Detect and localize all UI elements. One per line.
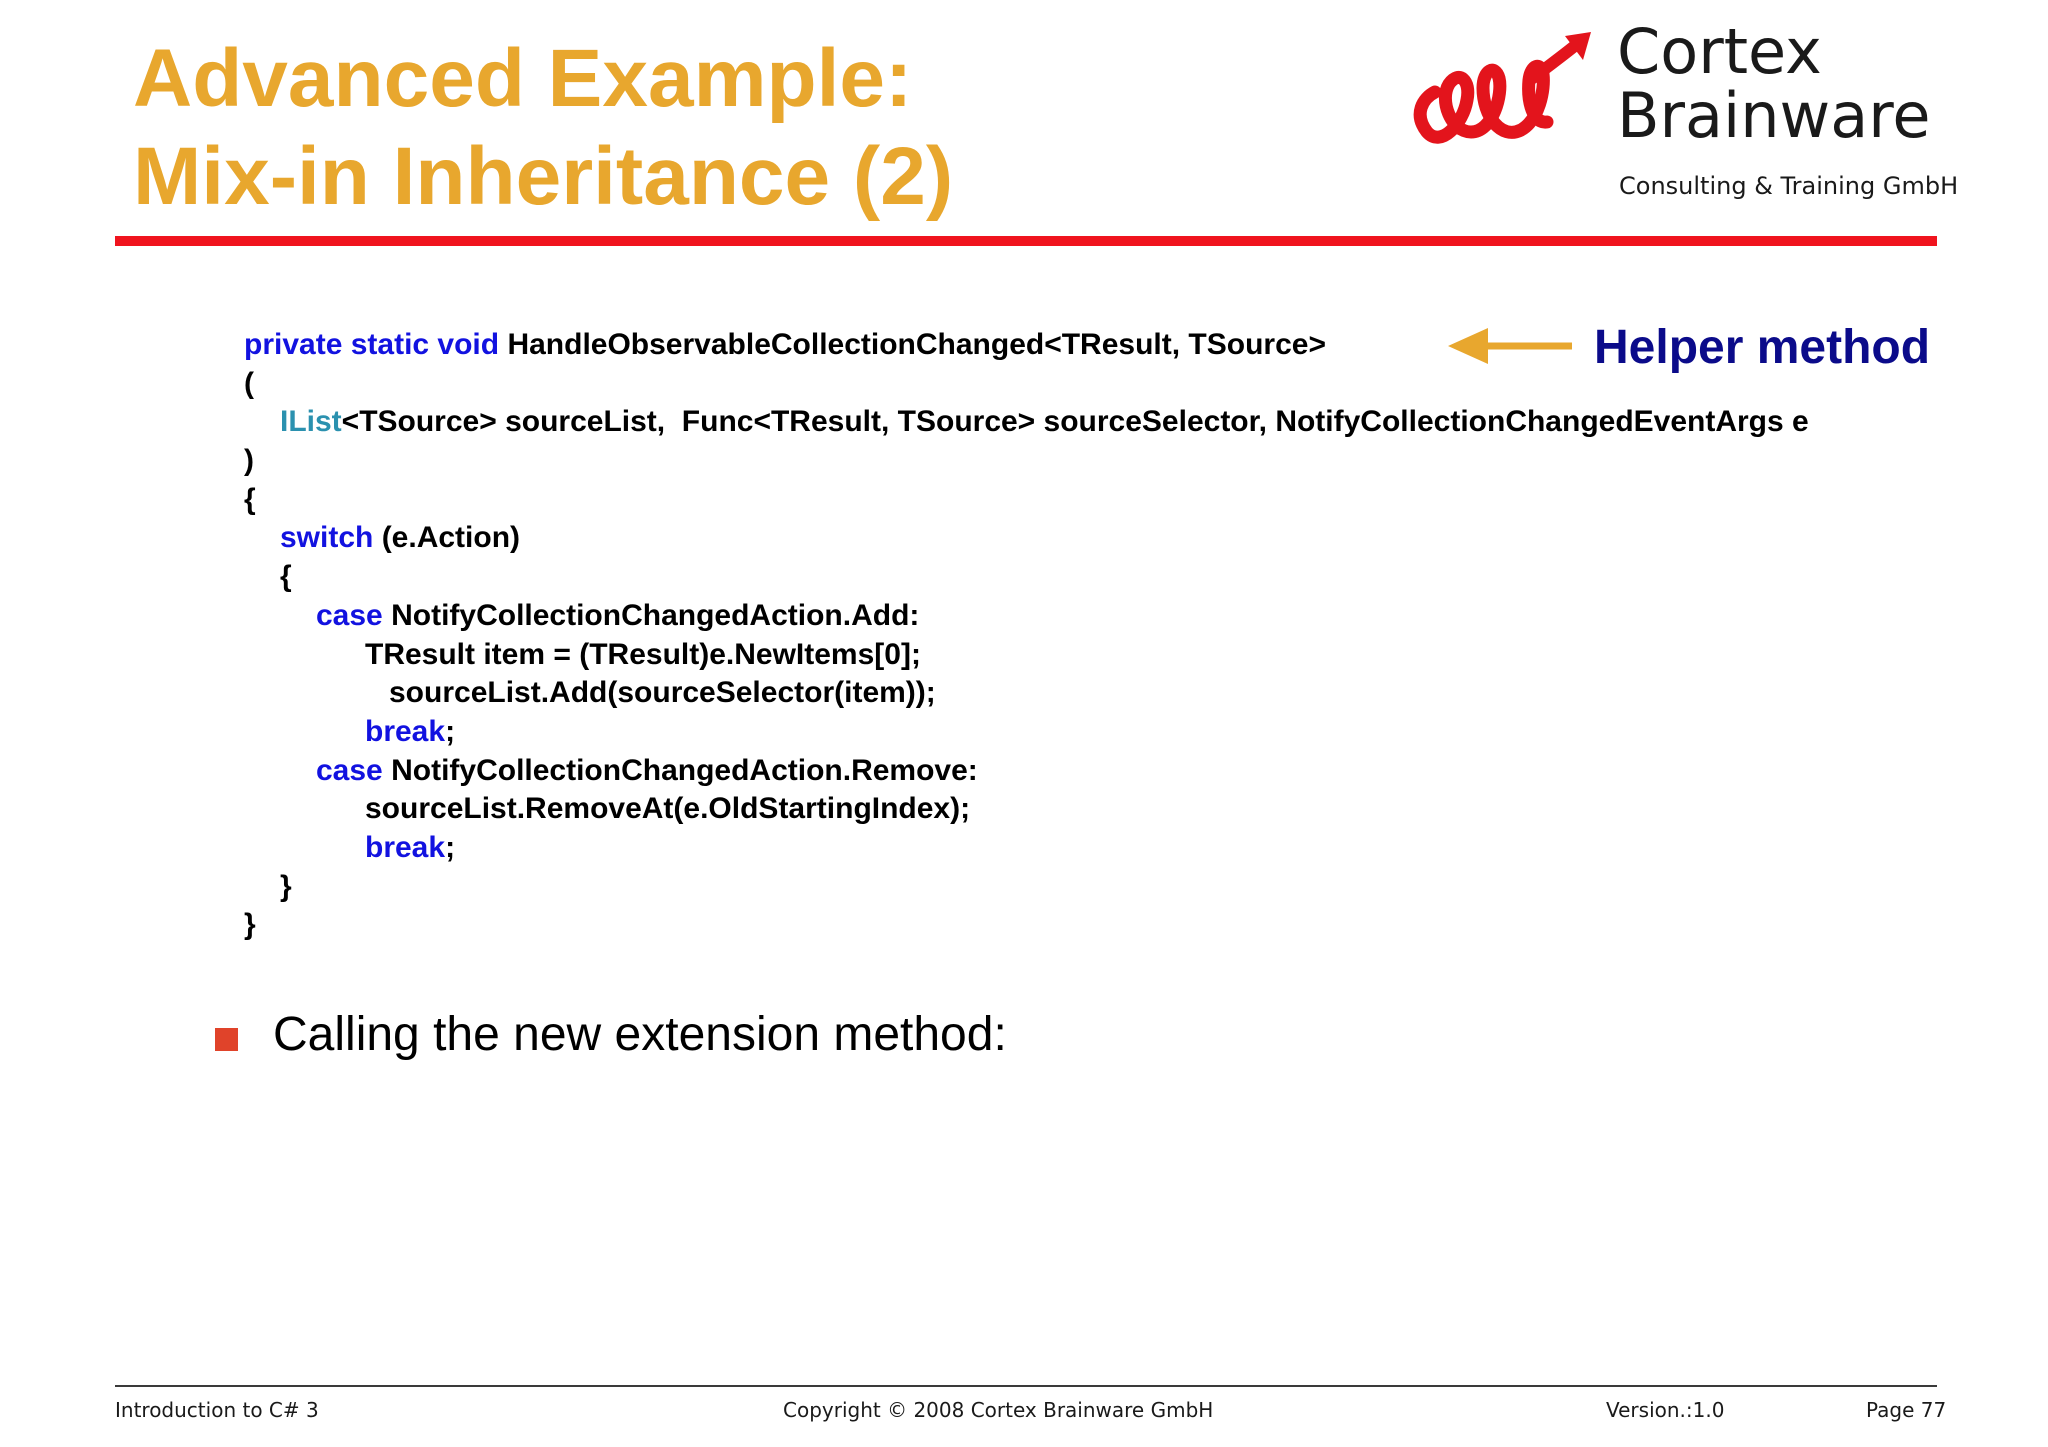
code-text: ; <box>445 714 456 748</box>
code-line <box>244 442 1809 481</box>
footer-version: Version.:1.0 <box>1606 1398 1725 1422</box>
code-line <box>244 636 1809 675</box>
code-keyword: case <box>316 753 383 787</box>
slide-title-line-1: Advanced Example: <box>133 33 913 124</box>
code-text: sourceList.RemoveAt(e.OldStartingIndex); <box>365 792 971 826</box>
code-line <box>244 906 1809 945</box>
code-line <box>244 713 1809 752</box>
code-text: (e.Action) <box>373 521 521 555</box>
arrow-left-icon <box>1448 326 1576 366</box>
logo-tagline: Consulting & Training GmbH <box>1619 172 1959 200</box>
header-divider <box>115 236 1937 246</box>
code-text: } <box>244 908 256 942</box>
helper-method-callout <box>1448 318 1938 378</box>
code-text: { <box>280 560 292 594</box>
bullet-square-icon <box>215 1028 238 1051</box>
code-text: <TSource> sourceList, Func<TResult, TSource> sourceSelector, NotifyCollectionChangedEventArgs e <box>341 405 1809 439</box>
company-logo <box>1405 15 1959 210</box>
code-text: NotifyCollectionChangedAction.Remove: <box>382 753 978 787</box>
code-block <box>244 326 1809 945</box>
code-text: } <box>280 869 292 903</box>
code-keyword: break <box>365 714 446 748</box>
code-text: NotifyCollectionChangedAction.Add: <box>382 598 920 632</box>
code-line <box>244 519 1809 558</box>
logo-wordmark <box>1617 15 1931 152</box>
code-line <box>244 752 1809 791</box>
slide-title-line-2: Mix-in Inheritance (2) <box>133 131 954 222</box>
code-line <box>244 558 1809 597</box>
code-text: sourceList.Add(sourceSelector(item)); <box>389 676 936 710</box>
bullet-text: Calling the new extension method: <box>273 1008 1007 1061</box>
code-line <box>244 597 1809 636</box>
footer-course: Introduction to C# 3 <box>115 1398 319 1422</box>
logo-name-line-2: Brainware <box>1617 79 1931 152</box>
code-text: HandleObservableCollectionChanged<TResult, TSource> <box>507 328 1326 361</box>
callout-label: Helper method <box>1594 321 1931 374</box>
code-keyword: case <box>316 598 383 632</box>
code-keyword: break <box>365 830 446 864</box>
code-text: ( <box>244 366 254 400</box>
code-text: ) <box>244 444 254 478</box>
code-text: { <box>244 482 256 516</box>
code-line <box>244 481 1809 520</box>
code-line <box>244 674 1809 713</box>
code-text: ; <box>445 830 456 864</box>
footer-divider <box>115 1385 1937 1387</box>
logo-name-line-1: Cortex <box>1617 15 1822 88</box>
footer-copyright: Copyright © 2008 Cortex Brainware GmbH <box>783 1398 1214 1422</box>
code-keyword: private static void <box>244 328 508 361</box>
code-keyword: switch <box>280 521 374 555</box>
code-line <box>244 868 1809 907</box>
slide-title <box>133 30 953 226</box>
footer-page-number: Page 77 <box>1866 1398 1947 1422</box>
code-text: TResult item = (TResult)e.NewItems[0]; <box>365 637 921 671</box>
cortex-swirl-logo-icon <box>1405 24 1595 154</box>
code-type: IList <box>280 405 342 439</box>
code-line <box>244 829 1809 868</box>
code-line <box>244 790 1809 829</box>
code-line <box>244 403 1809 442</box>
